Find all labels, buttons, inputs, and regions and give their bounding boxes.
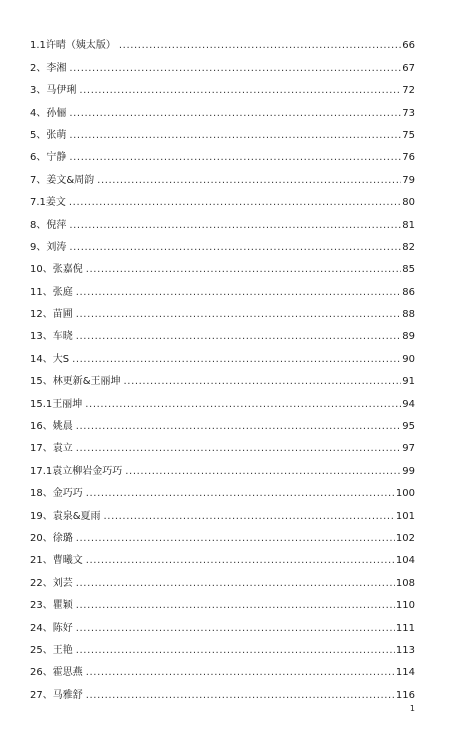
toc-entry-page: 99 xyxy=(402,465,415,477)
dot-leader xyxy=(86,667,395,679)
toc-entry[interactable] xyxy=(30,366,415,388)
dot-leader xyxy=(76,287,402,299)
dot-leader xyxy=(76,331,402,343)
toc-entry-title: 16、姚晨 xyxy=(30,421,73,433)
toc-entry-title: 17、袁立 xyxy=(30,443,73,455)
dot-leader xyxy=(124,376,402,388)
toc-entry-title: 2、李湘 xyxy=(30,62,67,74)
dot-leader xyxy=(76,600,395,612)
toc-entry-page: 97 xyxy=(402,443,415,455)
toc-entry[interactable] xyxy=(30,657,415,679)
toc-entry-title: 20、徐璐 xyxy=(30,532,73,544)
toc-entry-page: 90 xyxy=(402,353,415,365)
toc-entry-page: 89 xyxy=(402,331,415,343)
toc-entry-title: 24、陈好 xyxy=(30,622,73,634)
toc-entry[interactable] xyxy=(30,500,415,522)
toc-entry-page: 116 xyxy=(395,689,415,701)
toc-entry[interactable] xyxy=(30,411,415,433)
toc-entry[interactable] xyxy=(30,321,415,343)
dot-leader xyxy=(69,152,401,164)
toc-entry-title: 19、袁泉&夏雨 xyxy=(30,510,101,522)
toc-entry-title: 3、马伊琍 xyxy=(30,85,77,97)
toc-entry-page: 95 xyxy=(402,421,415,433)
dot-leader xyxy=(119,40,401,52)
toc-entry-page: 94 xyxy=(402,398,415,410)
toc-entry[interactable] xyxy=(30,545,415,567)
dot-leader xyxy=(76,309,402,321)
dot-leader xyxy=(76,443,402,455)
toc-entry-title: 13、车晓 xyxy=(30,331,73,343)
dot-leader xyxy=(76,578,395,590)
dot-leader xyxy=(69,108,401,120)
toc-entry-title: 4、孙俪 xyxy=(30,107,67,119)
toc-entry[interactable] xyxy=(30,635,415,657)
toc-entry[interactable] xyxy=(30,455,415,477)
toc-entry[interactable] xyxy=(30,299,415,321)
toc-entry-title: 6、宁静 xyxy=(30,152,67,164)
toc-entry[interactable] xyxy=(30,612,415,634)
toc-entry-title: 17.1袁立柳岩金巧巧 xyxy=(30,465,123,477)
toc-entry-page: 66 xyxy=(402,40,415,52)
dot-leader xyxy=(76,645,395,657)
toc-entry[interactable] xyxy=(30,164,415,186)
dot-leader xyxy=(69,242,401,254)
dot-leader xyxy=(76,421,402,433)
toc-entry-title: 11、张庭 xyxy=(30,286,73,298)
toc-entry-title: 8、倪萍 xyxy=(30,219,67,231)
toc-entry-title: 7.1姜文 xyxy=(30,197,66,209)
table-of-contents xyxy=(30,30,415,702)
toc-entry[interactable] xyxy=(30,120,415,142)
toc-entry-page: 110 xyxy=(395,600,415,612)
dot-leader xyxy=(97,175,401,187)
toc-entry-title: 25、王艳 xyxy=(30,644,73,656)
toc-entry-title: 5、张萌 xyxy=(30,129,67,141)
toc-entry-page: 76 xyxy=(402,152,415,164)
toc-entry-page: 108 xyxy=(395,577,415,589)
toc-entry-title: 15.1王丽坤 xyxy=(30,398,83,410)
toc-entry-title: 10、张嘉倪 xyxy=(30,264,83,276)
toc-entry[interactable] xyxy=(30,343,415,365)
toc-entry[interactable] xyxy=(30,567,415,589)
toc-entry-title: 21、曹曦文 xyxy=(30,555,83,567)
dot-leader xyxy=(85,399,401,411)
toc-entry-page: 82 xyxy=(402,241,415,253)
toc-entry-page: 102 xyxy=(395,532,415,544)
toc-entry[interactable] xyxy=(30,142,415,164)
toc-entry[interactable] xyxy=(30,75,415,97)
toc-entry[interactable] xyxy=(30,478,415,500)
dot-leader xyxy=(104,511,395,523)
toc-entry-page: 75 xyxy=(402,129,415,141)
toc-entry-page: 88 xyxy=(402,309,415,321)
dot-leader xyxy=(72,354,401,366)
toc-entry-title: 9、刘涛 xyxy=(30,241,67,253)
toc-entry[interactable] xyxy=(30,209,415,231)
toc-entry-page: 85 xyxy=(402,264,415,276)
toc-entry-title: 1.1许晴（姨太版） xyxy=(30,40,116,52)
toc-entry-page: 86 xyxy=(402,286,415,298)
toc-entry-page: 73 xyxy=(402,107,415,119)
toc-entry-page: 72 xyxy=(402,85,415,97)
toc-entry-page: 114 xyxy=(395,667,415,679)
dot-leader xyxy=(69,130,401,142)
dot-leader xyxy=(69,197,401,209)
toc-entry[interactable] xyxy=(30,187,415,209)
toc-entry-page: 67 xyxy=(402,62,415,74)
dot-leader xyxy=(76,623,395,635)
toc-entry-title: 7、姜文&周韵 xyxy=(30,174,95,186)
toc-entry[interactable] xyxy=(30,52,415,74)
toc-entry-title: 15、林更新&王丽坤 xyxy=(30,376,121,388)
toc-entry-title: 27、马雅舒 xyxy=(30,689,83,701)
toc-entry[interactable] xyxy=(30,433,415,455)
toc-entry-page: 81 xyxy=(402,219,415,231)
toc-entry-page: 79 xyxy=(402,174,415,186)
toc-entry[interactable] xyxy=(30,232,415,254)
toc-entry-page: 80 xyxy=(402,197,415,209)
toc-entry-page: 111 xyxy=(395,622,415,634)
toc-entry-title: 26、霍思燕 xyxy=(30,667,83,679)
toc-entry[interactable] xyxy=(30,388,415,410)
dot-leader xyxy=(86,488,395,500)
toc-entry-page: 113 xyxy=(395,644,415,656)
toc-entry[interactable] xyxy=(30,97,415,119)
toc-entry-page: 101 xyxy=(395,510,415,522)
dot-leader xyxy=(86,264,402,276)
toc-entry[interactable] xyxy=(30,523,415,545)
toc-entry-page: 104 xyxy=(395,555,415,567)
toc-entry-title: 23、瞿颖 xyxy=(30,600,73,612)
toc-entry-title: 14、大S xyxy=(30,353,70,365)
toc-entry-title: 18、金巧巧 xyxy=(30,488,83,500)
dot-leader xyxy=(86,555,395,567)
toc-entry[interactable] xyxy=(30,276,415,298)
dot-leader xyxy=(76,533,395,545)
dot-leader xyxy=(79,85,401,97)
toc-entry[interactable] xyxy=(30,30,415,52)
toc-entry[interactable] xyxy=(30,590,415,612)
toc-entry-page: 100 xyxy=(395,488,415,500)
toc-entry-title: 22、刘芸 xyxy=(30,577,73,589)
toc-entry-page: 91 xyxy=(402,376,415,388)
page-number: 1 xyxy=(409,704,415,713)
dot-leader xyxy=(125,466,401,478)
dot-leader xyxy=(69,220,401,232)
dot-leader xyxy=(69,63,401,75)
toc-entry[interactable] xyxy=(30,254,415,276)
toc-entry[interactable] xyxy=(30,679,415,701)
dot-leader xyxy=(86,690,395,702)
toc-entry-title: 12、苗圃 xyxy=(30,309,73,321)
